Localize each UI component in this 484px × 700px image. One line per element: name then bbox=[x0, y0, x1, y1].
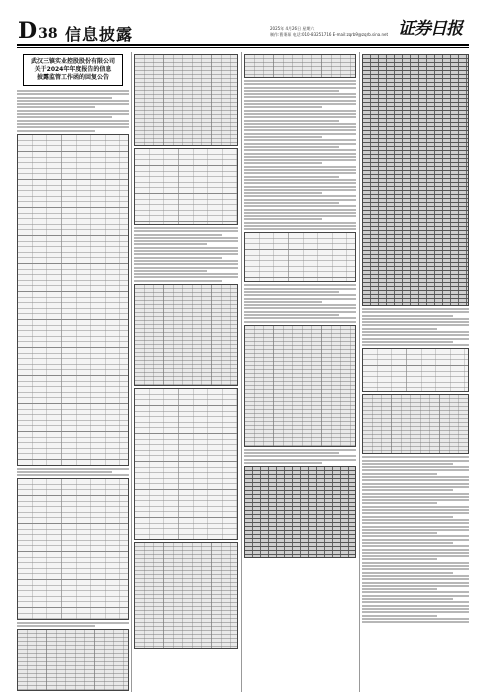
text-line bbox=[244, 126, 356, 128]
data-table bbox=[244, 232, 356, 282]
data-table bbox=[134, 54, 238, 146]
text-line bbox=[244, 209, 356, 211]
text-line bbox=[17, 130, 95, 132]
issue-meta bbox=[270, 26, 388, 38]
text-line bbox=[134, 240, 238, 242]
text-line bbox=[134, 227, 238, 229]
text-line bbox=[17, 103, 129, 105]
text-line bbox=[134, 263, 238, 265]
text-line bbox=[362, 585, 469, 587]
text-line bbox=[244, 166, 356, 168]
text-line bbox=[134, 250, 238, 252]
header-rule bbox=[17, 44, 469, 46]
text-line bbox=[244, 146, 339, 148]
text-line bbox=[244, 304, 356, 306]
body-text-block bbox=[17, 90, 129, 132]
text-line bbox=[17, 468, 129, 470]
text-line bbox=[134, 260, 238, 262]
text-line bbox=[362, 598, 453, 600]
text-line bbox=[244, 110, 356, 112]
text-line bbox=[244, 225, 356, 227]
text-line bbox=[244, 298, 356, 300]
text-line bbox=[362, 526, 469, 528]
text-line bbox=[362, 588, 437, 590]
text-line bbox=[362, 344, 469, 346]
text-line bbox=[134, 276, 238, 278]
text-line bbox=[134, 230, 238, 232]
text-line bbox=[362, 479, 469, 481]
text-line bbox=[362, 473, 437, 475]
text-line bbox=[362, 334, 469, 336]
text-line bbox=[362, 552, 469, 554]
text-line bbox=[244, 195, 356, 197]
text-line bbox=[244, 100, 356, 102]
text-line bbox=[244, 212, 356, 214]
data-table bbox=[244, 325, 356, 447]
text-line bbox=[244, 162, 322, 164]
text-line bbox=[244, 176, 339, 178]
text-line bbox=[244, 149, 356, 151]
data-table bbox=[17, 134, 129, 466]
text-line bbox=[244, 106, 322, 108]
text-line bbox=[362, 555, 469, 557]
contact-line: 制作:曹秉琛 电话:010-83251716 E-mail:zqrb9@zqrb.sina.net bbox=[270, 32, 389, 37]
text-line bbox=[362, 328, 437, 330]
text-line bbox=[244, 215, 356, 217]
text-line bbox=[244, 452, 339, 454]
text-line bbox=[244, 179, 356, 181]
text-line bbox=[244, 156, 356, 158]
text-line bbox=[244, 314, 339, 316]
text-line bbox=[362, 483, 469, 485]
text-line bbox=[244, 449, 356, 451]
column-3 bbox=[244, 52, 356, 692]
text-line bbox=[244, 459, 356, 461]
text-line bbox=[362, 591, 469, 593]
text-line bbox=[244, 301, 322, 303]
text-line bbox=[362, 542, 453, 544]
text-line bbox=[134, 237, 238, 239]
text-line bbox=[244, 222, 356, 224]
text-line bbox=[362, 565, 469, 567]
column-2 bbox=[134, 52, 238, 692]
text-line bbox=[244, 462, 322, 464]
text-line bbox=[244, 284, 356, 286]
text-line bbox=[244, 199, 356, 201]
text-line bbox=[244, 169, 356, 171]
text-line bbox=[362, 568, 469, 570]
text-line bbox=[362, 539, 469, 541]
text-line bbox=[362, 549, 469, 551]
text-line bbox=[244, 143, 356, 145]
text-line bbox=[244, 123, 356, 125]
text-line bbox=[362, 331, 469, 333]
text-line bbox=[244, 136, 322, 138]
text-line bbox=[134, 253, 238, 255]
data-table bbox=[244, 54, 356, 78]
text-line bbox=[362, 601, 469, 603]
text-line bbox=[362, 618, 469, 620]
text-line bbox=[244, 291, 339, 293]
text-line bbox=[244, 113, 356, 115]
text-line bbox=[244, 133, 356, 135]
text-line bbox=[17, 622, 129, 624]
data-table bbox=[244, 466, 356, 558]
text-line bbox=[244, 218, 322, 220]
text-line bbox=[362, 496, 469, 498]
text-line bbox=[134, 247, 238, 249]
data-table bbox=[17, 478, 129, 620]
text-line bbox=[362, 532, 437, 534]
text-line bbox=[244, 202, 339, 204]
text-line bbox=[362, 608, 469, 610]
text-line bbox=[244, 321, 356, 323]
text-line bbox=[362, 463, 453, 465]
text-line bbox=[244, 93, 356, 95]
article-title: 武汉三镇实业控股股份有限公司 关于2024年年度报告的信息 披露监管工作函的回复公告 bbox=[23, 54, 123, 86]
text-line bbox=[362, 509, 469, 511]
text-line bbox=[17, 625, 95, 627]
text-line bbox=[244, 294, 356, 296]
text-line bbox=[244, 192, 322, 194]
text-line bbox=[244, 90, 339, 92]
text-line bbox=[362, 572, 453, 574]
text-line bbox=[244, 103, 356, 105]
text-line bbox=[17, 474, 129, 476]
data-table bbox=[362, 348, 469, 392]
text-line bbox=[134, 257, 222, 259]
header-rule-thin bbox=[17, 47, 469, 48]
text-line bbox=[362, 489, 453, 491]
text-line bbox=[244, 120, 339, 122]
text-line bbox=[244, 311, 356, 313]
text-line bbox=[17, 113, 129, 115]
text-line bbox=[362, 545, 469, 547]
text-line bbox=[134, 234, 222, 236]
text-line bbox=[362, 456, 469, 458]
text-line bbox=[17, 97, 112, 99]
text-line bbox=[362, 499, 469, 501]
text-line bbox=[244, 80, 356, 82]
text-line bbox=[244, 189, 356, 191]
text-line bbox=[362, 519, 469, 521]
column-divider bbox=[241, 52, 242, 692]
text-line bbox=[362, 562, 469, 564]
text-line bbox=[362, 318, 469, 320]
text-line bbox=[17, 120, 129, 122]
text-line bbox=[362, 575, 469, 577]
text-line bbox=[362, 315, 453, 317]
data-table bbox=[134, 148, 238, 225]
text-line bbox=[244, 455, 356, 457]
text-line bbox=[362, 595, 469, 597]
text-line bbox=[17, 126, 129, 128]
text-line bbox=[362, 611, 469, 613]
text-line bbox=[362, 516, 453, 518]
text-line bbox=[362, 535, 469, 537]
text-line bbox=[362, 321, 469, 323]
text-line bbox=[362, 324, 469, 326]
text-line bbox=[362, 522, 469, 524]
text-line bbox=[134, 270, 207, 272]
text-line bbox=[244, 172, 356, 174]
text-line bbox=[362, 469, 469, 471]
data-table bbox=[134, 542, 238, 649]
text-line bbox=[134, 273, 238, 275]
text-line bbox=[244, 317, 356, 319]
column-1 bbox=[17, 52, 129, 692]
text-line bbox=[362, 502, 437, 504]
text-line bbox=[362, 621, 469, 623]
text-line bbox=[17, 116, 112, 118]
text-line bbox=[17, 471, 112, 473]
text-line bbox=[362, 341, 453, 343]
text-line bbox=[362, 605, 469, 607]
text-line bbox=[244, 116, 356, 118]
text-line bbox=[362, 311, 469, 313]
text-line bbox=[134, 267, 238, 269]
text-line bbox=[244, 159, 356, 161]
text-line bbox=[362, 308, 469, 310]
text-line bbox=[362, 338, 469, 340]
text-line bbox=[362, 512, 469, 514]
data-table bbox=[17, 629, 129, 691]
text-line bbox=[244, 228, 356, 230]
column-divider bbox=[131, 52, 132, 692]
text-line bbox=[244, 129, 356, 131]
data-table bbox=[362, 394, 469, 454]
text-line bbox=[17, 110, 129, 112]
date-line: 2025年 4月26日 星期六 bbox=[270, 26, 315, 31]
text-line bbox=[244, 288, 356, 290]
data-table bbox=[362, 54, 469, 306]
text-line bbox=[17, 123, 129, 125]
text-line bbox=[362, 582, 469, 584]
text-line bbox=[244, 83, 356, 85]
text-line bbox=[244, 205, 356, 207]
text-line bbox=[244, 139, 356, 141]
text-line bbox=[362, 486, 469, 488]
text-line bbox=[244, 87, 356, 89]
text-line bbox=[17, 93, 129, 95]
text-line bbox=[17, 90, 129, 92]
text-line bbox=[244, 153, 356, 155]
text-line bbox=[362, 558, 437, 560]
column-4 bbox=[362, 52, 469, 692]
text-line bbox=[17, 100, 129, 102]
section-title: 信息披露 bbox=[65, 25, 134, 44]
masthead bbox=[0, 0, 484, 44]
text-line bbox=[244, 182, 356, 184]
text-line bbox=[362, 460, 469, 462]
text-line bbox=[134, 243, 207, 245]
column-divider bbox=[359, 52, 360, 692]
text-line bbox=[362, 506, 469, 508]
text-line bbox=[244, 307, 356, 309]
text-line bbox=[17, 106, 95, 108]
text-line bbox=[362, 578, 469, 580]
text-line bbox=[244, 96, 356, 98]
text-line bbox=[134, 280, 222, 282]
text-line bbox=[362, 493, 469, 495]
text-line bbox=[362, 476, 469, 478]
data-table bbox=[134, 388, 238, 540]
text-line bbox=[362, 466, 469, 468]
data-table bbox=[134, 284, 238, 386]
page-number: D38 bbox=[18, 18, 58, 44]
newspaper-logo: 证券日报 bbox=[398, 19, 462, 39]
text-line bbox=[362, 529, 469, 531]
text-line bbox=[244, 186, 356, 188]
text-line bbox=[362, 615, 437, 617]
